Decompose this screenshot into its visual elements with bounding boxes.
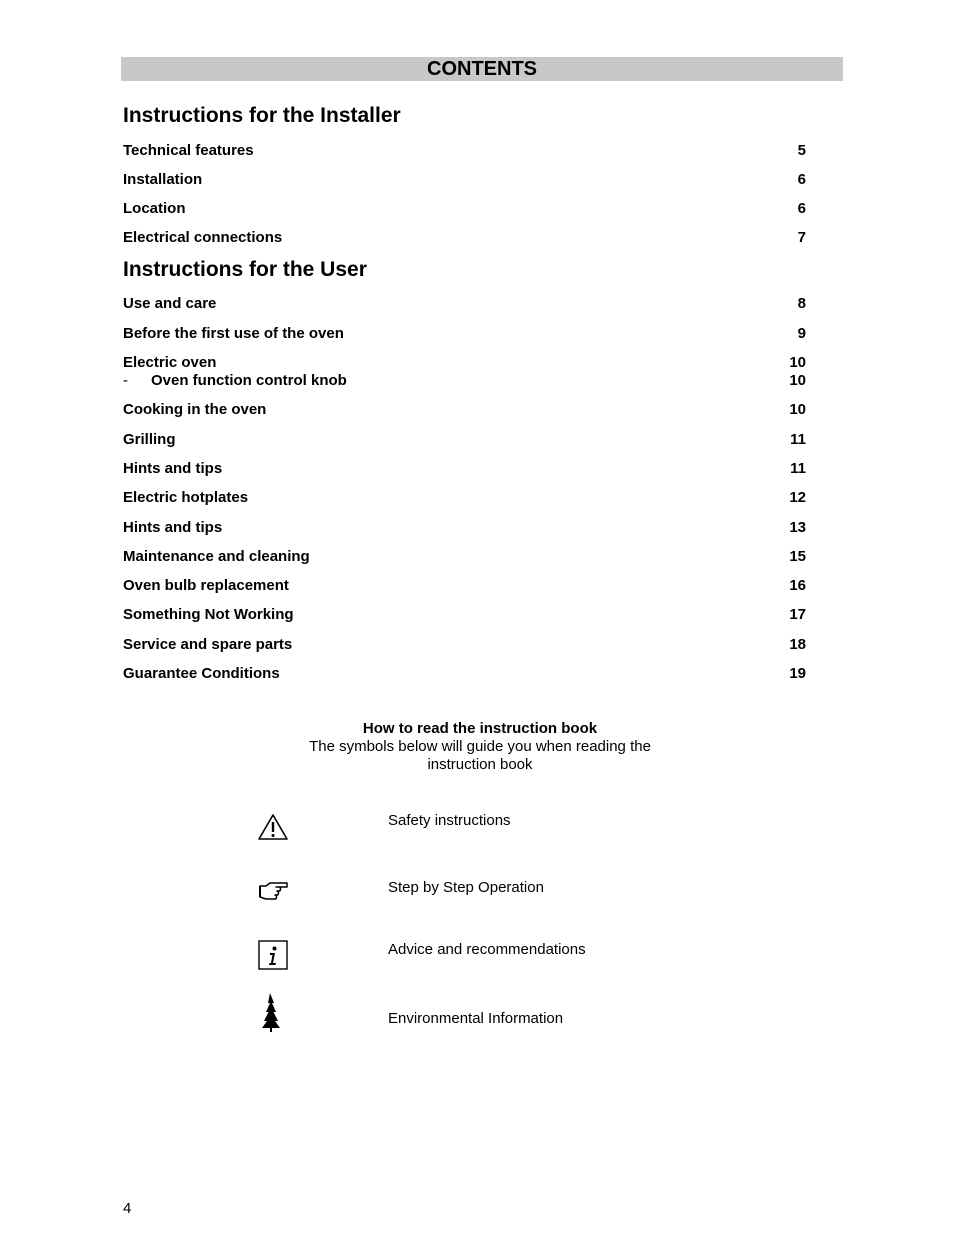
how-to-read-text: The symbols below will guide you when reading the xyxy=(309,738,651,755)
toc-entry-label: Location xyxy=(123,200,186,217)
how-to-read-heading: How to read the instruction book xyxy=(362,720,598,737)
symbol-label: Advice and recommendations xyxy=(388,941,586,958)
user-section-title: Instructions for the User xyxy=(123,258,367,281)
toc-entry-page: 10 xyxy=(789,401,806,418)
how-to-read-text: instruction book xyxy=(427,756,533,773)
toc-entry-label: Guarantee Conditions xyxy=(123,665,280,682)
toc-entry-label: Hints and tips xyxy=(123,519,223,536)
toc-entry-page: 10 xyxy=(789,372,806,389)
toc-entry-label: Electric hotplates xyxy=(123,489,249,506)
toc-entry-page: 11 xyxy=(790,460,806,477)
toc-entry-label: Installation xyxy=(123,171,203,188)
toc-entry-label: Service and spare parts xyxy=(123,636,293,653)
toc-entry-page: 17 xyxy=(789,606,806,623)
toc-entry-label: Before the first use of the oven xyxy=(123,325,344,342)
toc-entry-page: 9 xyxy=(797,325,806,342)
toc-entry-label: Electrical connections xyxy=(123,229,283,246)
toc-entry-page: 11 xyxy=(790,431,806,448)
toc-entry-label: Electric oven xyxy=(123,354,217,371)
toc-entry-page: 18 xyxy=(789,636,806,653)
symbol-label: Step by Step Operation xyxy=(388,879,544,896)
how-to-read-block xyxy=(250,720,710,774)
toc-entry-page: 19 xyxy=(789,665,806,682)
toc-entry-label: Use and care xyxy=(123,295,217,312)
contents-heading: CONTENTS xyxy=(121,57,843,81)
symbol-label: Safety instructions xyxy=(388,812,511,829)
toc-entry-label: Oven function control knob xyxy=(151,372,347,389)
toc-entry-page: 12 xyxy=(789,489,806,506)
toc-entry-page: 13 xyxy=(789,519,806,536)
toc-entry-page: 8 xyxy=(797,295,806,312)
page-number: 4 xyxy=(123,1200,132,1217)
toc-entry-label: Technical features xyxy=(123,142,254,159)
installer-section-title: Instructions for the Installer xyxy=(123,104,401,127)
toc-entry-label: Oven bulb replacement xyxy=(123,577,289,594)
toc-entry-page: 7 xyxy=(797,229,806,246)
toc-entry-page: 6 xyxy=(797,200,806,217)
info-box-icon xyxy=(258,940,288,975)
toc-entry-page: 10 xyxy=(789,354,806,371)
toc-entry-label: Cooking in the oven xyxy=(123,401,267,418)
tree-icon xyxy=(259,992,283,1037)
toc-entry-label: Maintenance and cleaning xyxy=(123,548,310,565)
warning-triangle-icon xyxy=(257,813,289,846)
toc-entry-label: Hints and tips xyxy=(123,460,223,477)
symbol-label: Environmental Information xyxy=(388,1010,564,1027)
toc-entry-label: Something Not Working xyxy=(123,606,294,623)
toc-entry-page: 6 xyxy=(797,171,806,188)
toc-entry-page: 16 xyxy=(789,577,806,594)
toc-subentry-dash: - xyxy=(123,372,128,389)
toc-entry-page: 5 xyxy=(797,142,806,159)
toc-entry-label: Grilling xyxy=(123,431,176,448)
pointing-hand-icon xyxy=(257,880,291,907)
toc-entry-page: 15 xyxy=(789,548,806,565)
